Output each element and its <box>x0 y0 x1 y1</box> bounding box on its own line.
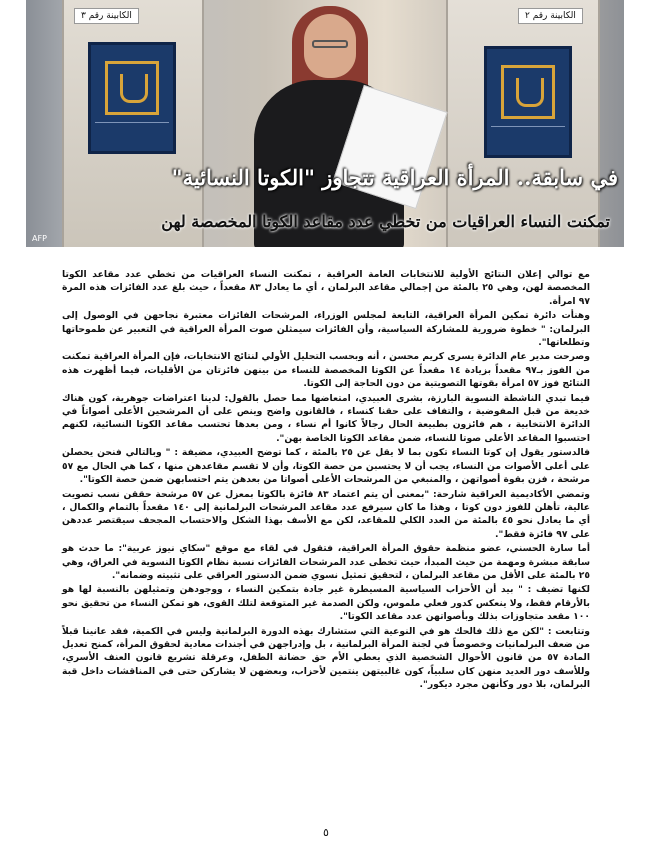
photo-credit: AFP <box>32 234 47 243</box>
article-paragraph: مع توالي إعلان النتائج الأولية للانتخابات العامة العراقية ، تمكنت النساء العراقيات من تخطي عدد مقاعد الكوتا المخصصة لهن، وهي ٢٥ بالمئة من إجمالي مقاعد البرلمان ، أي ما يعادل ٨٣ مقعداً ، حيث بلغ عدد الفائزات هذه المرة ٩٧ امرأة. <box>62 269 591 307</box>
article-paragraph: فيما تبدي الناشطة النسوية البارزة، بشرى العبيدي، امتعاضها مما حصل بالقول: لدينا اعتراضات جوهرية، كون هناك خديعة من قبل المفوضية ، والتفاف على حقنا كنساء ، فالقانون واضح وينص على أن المرشحين الأعلى أصواتاً في الدائرة الانتخابية ، هم فائزون بطبيعة الحال رجالاً كانوا أم نساء ، ومن بعدها تحتسب مقاعد الكوتا النسائية، لكنهم احتسبوا المقاعد الأعلى صوتا للنساء، ضمن مقاعد الكوتا الخاصة بهن". <box>62 392 590 444</box>
article-paragraph: فالدستور يقول إن كوتا النساء تكون بما لا يقل عن ٢٥ بالمئة ، كما توضح العبيدي، مضيفة : " وبالتالي فنحن يحصلن على أعلى الأصوات من النساء، يجب أن لا يحتسبن من حصة الكوتا، وأن لا تقسم مقاعدهن منها ، كما هي الحال مع ٥٧ مرشحة ، فزن بقوة أصواتهن ، والمنبغي من المرشحات الأعلى أصواتا من بعدهن يتم احتسابهن ضمن حصة الكوتا". <box>62 447 590 486</box>
voting-booth-right <box>446 0 600 247</box>
article-paragraph: لكنها تضيف : " بيد أن الأحزاب السياسية المسيطرة غير جادة بتمكين النساء ، ووجودهن وتمثيلهن بالنسبة لها هو بالأرقام فقط، ولا ينعكس كدور فعلي ملموس، ولكن الصدمة غير المتوقعة لتلك القوى، هو تمكن النساء من تحقيق نحو ١٠٠ مقعد متجاوزات بذلك وبأصواتهن عدد مقاعد الكوتا". <box>62 584 590 623</box>
article-headline: في سابقة.. المرأة العراقية تتجاوز "الكوتا النسائية" <box>171 165 618 190</box>
commission-logo-icon <box>105 61 159 115</box>
article-paragraph: أما سارة الحسني، عضو منظمة حقوق المرأة العراقية، فتقول في لقاء مع موقع "سكاي نيوز عربية": ما حدث هو سابقة مبشرة ومهمة من حيث المبدأ، حيث تخطى عدد المرشحات الفائزات نسبة نظام الكوتا النسوية في العراق، وهي ٢٥ بالمئة على الأقل من مقاعد البرلمان ، لتحقيق تمثيل نسوي ضمن الدستور العراقي على تثبيته وضمانه". <box>62 543 590 581</box>
article-paragraph: وصرحت مدير عام الدائرة يسرى كريم محسن ، أنه وبحسب التحليل الأولي لنتائج الانتخابات، فإن المرأة العراقية تمكنت من الفوز بـ٩٧ مقعداً بزيادة ١٤ مقعداً عن الكوتا المخصصة للنساء من بينهن فائزتان من الأقليات، فيما أظهرت هذه النتائج فوز ٥٧ امرأة بقوتها التصويتية من دون الحاجة إلى الكوتا. <box>62 351 590 390</box>
hero-image <box>26 0 624 247</box>
election-commission-poster-left <box>88 42 176 154</box>
page-number: ٥ <box>323 826 329 839</box>
booth-label-right: الكابينة رقم ٢ <box>518 8 583 24</box>
article-subheadline: تمكنت النساء العراقيات من تخطي عدد مقاعد الكوتا المخصصة لهن <box>161 212 610 231</box>
voting-booth-left <box>62 0 204 247</box>
article-paragraph: وتمضي الأكاديمية العراقية شارحة: "بمعنى أن يتم اعتماد ٨٣ فائزة بالكوتا بمعزل عن ٥٧ مرشحة حققن نسب تصويت عالية، تأهلن للفوز دون كوتا ، وهذا ما كان سيرفع عدد مقاعد المرشحات البرلمانية إلى ١٤٠ مقعداً بالتمام والكمال ، أي ما يعادل نحو ٤٥ بالمئة من العدد الكلي للمقاعد، لكن مع الأسف بهذا الشكل والاحتساب المجحف سيقتصر عددهن على ٩٧ فائزة فقط". <box>62 488 591 540</box>
booth-label-left: الكابينة رقم ٣ <box>74 8 139 24</box>
election-commission-poster-right <box>484 46 572 158</box>
article-body <box>62 268 590 693</box>
commission-logo-icon <box>501 65 555 119</box>
article-paragraph: وتتابعت : "لكن مع ذلك فالحك هو في النوعية التي ستشارك بهذه الدورة البرلمانية وليس في الكمية، فقد عانينا قبلاً من ضعف البرلمانيات وخصوصاً في لجنة المرأة البرلمانية ، بل وإدراجهن في أجندات معادية لحقوق المرأة، كمنح تعديل المادة ٥٧ من قانون الأحوال الشخصية الذي يعطي الأم حق حضانة الطفل، وعرقلة تشريع قانون العنف الأسري، وللأسف دور العديد منهن كان سلبياً، كون غالبيتهن ينتمين لأحزاب، وبعضهن لا يشاركن حتى في المناقشات داخل قبة البرلمان، بلا دور وكأنهن مجرد ديكور". <box>62 625 591 691</box>
article-paragraph: وهنأت دائرة تمكين المرأة العراقية، التابعة لمجلس الوزراء، المرشحات الفائزات معتبرة نجاحهن في الوصول إلى البرلمان: " خطوة ضرورية للمشاركة السياسية، وأن الفائزات سيمثلن صوت المرأة العراقية في التعبير عن طموحاتها وتطلعاتها". <box>62 310 590 349</box>
glasses-icon <box>312 40 348 48</box>
